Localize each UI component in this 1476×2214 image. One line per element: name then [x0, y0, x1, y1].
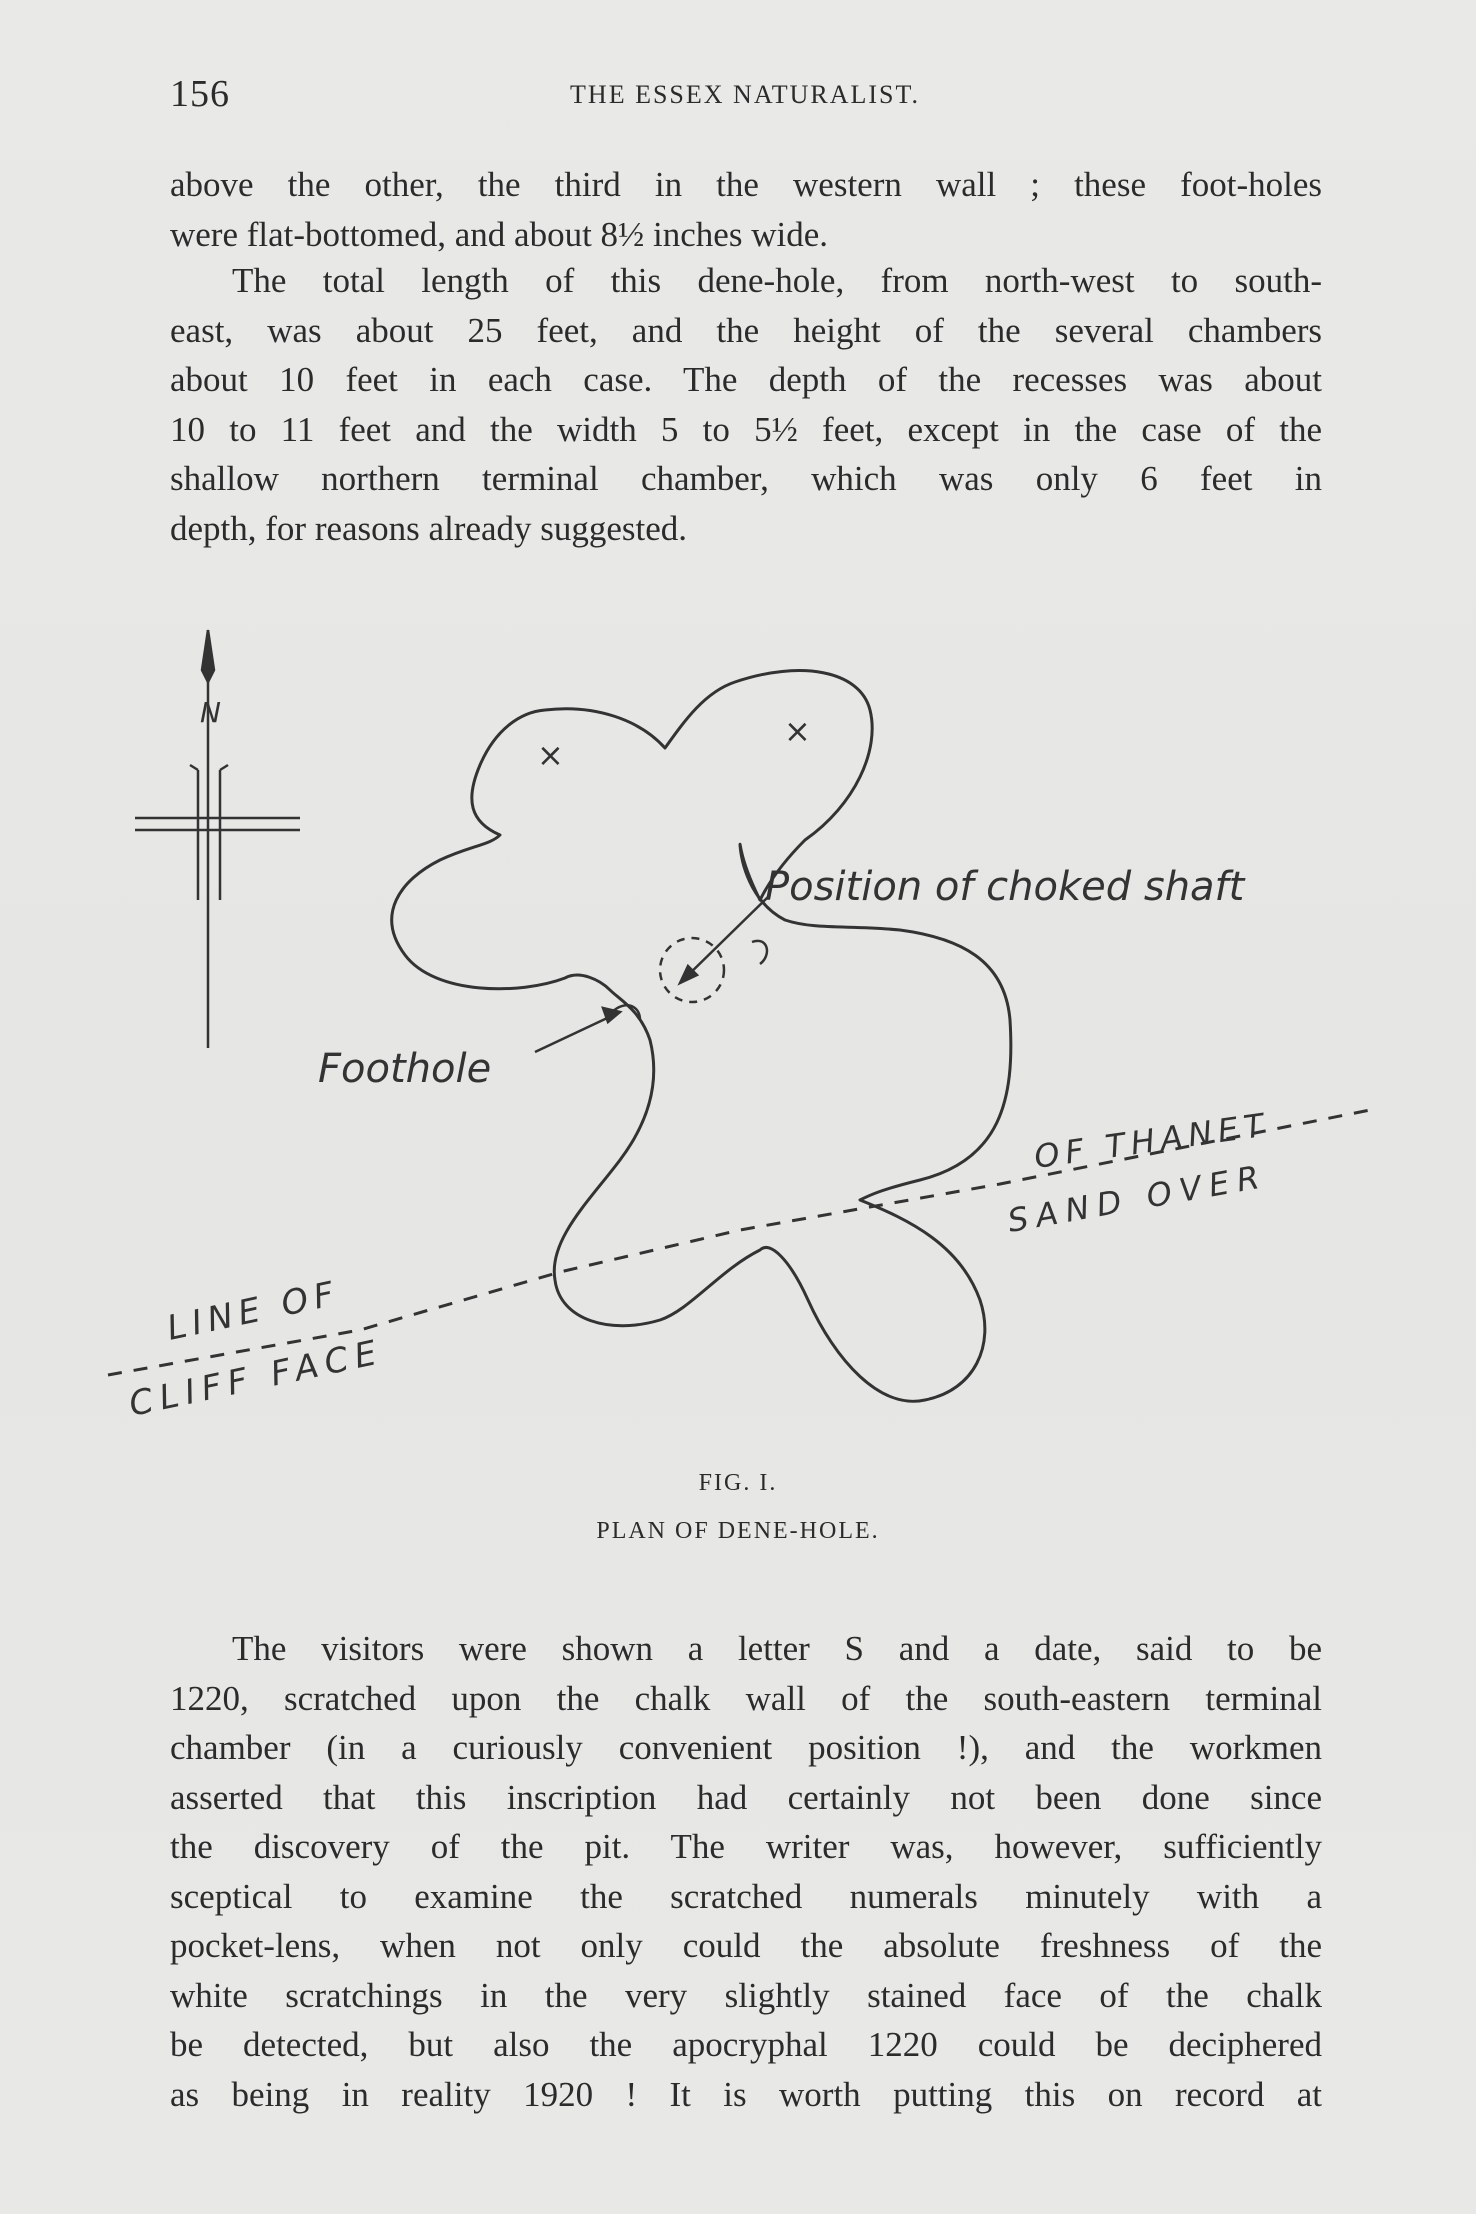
label-line-of: LINE OF: [163, 1273, 344, 1349]
figure-title-caption: PLAN OF DENE-HOLE.: [596, 1518, 880, 1544]
text-line: white scratchings in the very slightly stained face of the chalk: [170, 1975, 1322, 2015]
dene-hole-plan-drawing: [0, 600, 1476, 1460]
label-sand-over: SAND OVER: [1004, 1156, 1270, 1240]
text-line: The total length of this dene-hole, from north-west to south-: [232, 261, 1322, 300]
north-compass: [135, 630, 300, 1048]
text-line: pocket-lens, when not only could the absolute freshness of the: [170, 1926, 1322, 1965]
paragraph-foot-holes: [170, 160, 1322, 259]
running-head: [170, 72, 1320, 122]
compass-north-label: N: [200, 696, 221, 729]
annotation-arrows: [535, 895, 770, 1052]
text-line: asserted that this inscription had certainly not been done since: [170, 1777, 1322, 1817]
label-choked-shaft: Position of choked shaft: [765, 864, 1245, 910]
figure-number-caption: FIG. I.: [698, 1470, 778, 1496]
dene-hole-outline: [392, 671, 1011, 1402]
page-number: 156: [170, 73, 230, 115]
text-line: be detected, but also the apocryphal 1220 could be deciphered: [170, 2025, 1322, 2064]
text-line: the discovery of the pit. The writer was, however, sufficiently: [170, 1827, 1322, 1866]
journal-title: THE ESSEX NATURALIST.: [570, 80, 920, 109]
text-line: as being in reality 1920 ! It is worth putting this on record at: [170, 2074, 1322, 2114]
cross-mark: ×: [537, 736, 564, 774]
text-line: 1220, scratched upon the chalk wall of the south-eastern terminal: [170, 1678, 1322, 1718]
text-line: east, was about 25 feet, and the height of the several chambers: [170, 310, 1322, 350]
label-of-thanet: OF THANET: [1031, 1105, 1272, 1176]
label-foothole: Foothole: [318, 1046, 492, 1092]
text-line: shallow northern terminal chamber, which was only 6 feet in: [170, 459, 1322, 498]
label-cliff-face: CLIFF FACE: [125, 1331, 387, 1425]
figure-plan-of-dene-hole: [0, 600, 1476, 1460]
text-line: about 10 feet in each case. The depth of the recesses was about: [170, 360, 1322, 399]
cross-mark: ×: [784, 712, 811, 750]
text-line: The visitors were shown a letter S and a date, said to be: [232, 1629, 1322, 1668]
text-line: above the other, the third in the western wall ; these foot-holes: [170, 165, 1322, 204]
text-line: sceptical to examine the scratched numerals minutely with a: [170, 1876, 1322, 1916]
text-line: 10 to 11 feet and the width 5 to 5½ feet, except in the case of the: [170, 409, 1322, 449]
text-line: depth, for reasons already suggested.: [170, 508, 688, 548]
paragraph-inscription: [170, 1624, 1322, 2119]
text-line: were flat-bottomed, and about 8½ inches wide.: [170, 214, 828, 254]
paragraph-dimensions: [170, 256, 1322, 553]
text-line: chamber (in a curiously convenient position !), and the workmen: [170, 1728, 1322, 1767]
